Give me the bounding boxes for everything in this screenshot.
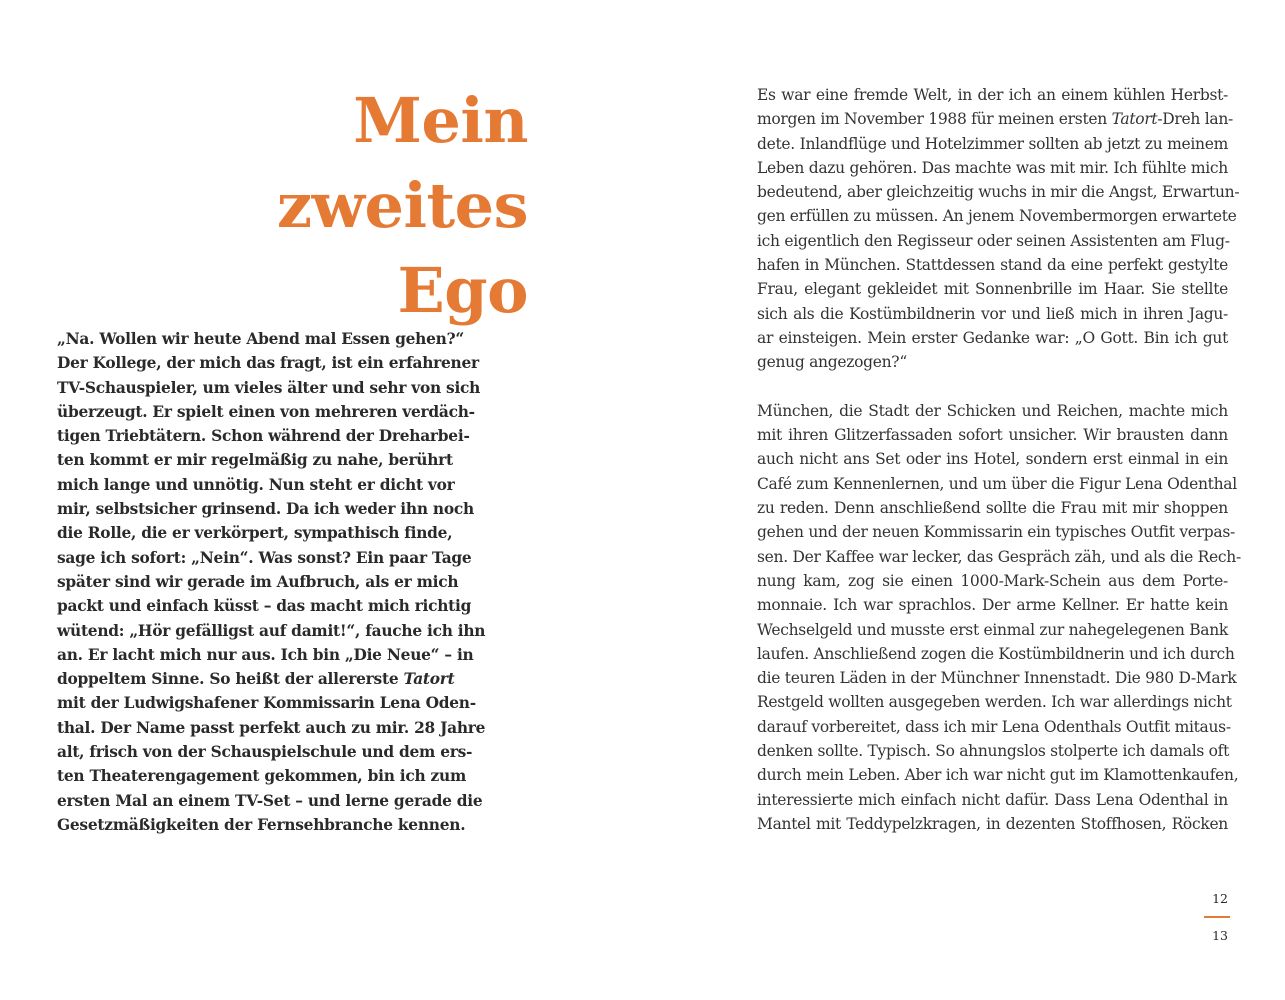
body-line: Café zum Kennenlernen, und um über die Figur Lena Odenthal <box>757 474 1237 493</box>
intro-line: packt und einfach küsst – das macht mich richtig <box>57 597 472 616</box>
intro-line: ten Theaterengagement gekommen, bin ich zum <box>57 767 467 786</box>
intro-line: ten kommt er mir regelmäßig zu nahe, berührt <box>57 451 453 470</box>
body-line: die teuren Läden in der Münchner Innenstadt. Die 980 D-Mark <box>757 669 1237 688</box>
body-line: auch nicht ans Set oder ins Hotel, sondern erst einmal in ein <box>757 450 1228 469</box>
body-line: Es war eine fremde Welt, in der ich an einem kühlen Herbst- <box>757 86 1228 104</box>
body-line: gen erfüllen zu müssen. An jenem Novembermorgen erwartete <box>757 207 1237 226</box>
body-line: zu reden. Denn anschließend sollte die Frau mit mir shoppen <box>757 499 1228 518</box>
intro-line: überzeugt. Er spielt einen von mehreren verdäch- <box>57 402 475 421</box>
body-line: gehen und der neuen Kommissarin ein typisches Outfit verpas- <box>757 523 1235 542</box>
intro-line: sage ich sofort: „Nein“. Was sonst? Ein paar Tage <box>57 548 472 567</box>
body-line: dete. Inlandflüge und Hotelzimmer sollten ab jetzt zu meinem <box>757 134 1228 153</box>
paragraph-1 <box>757 83 1240 375</box>
intro-line: mir, selbstsicher grinsend. Da ich weder ihn noch <box>57 500 474 519</box>
body-line-text: -Dreh lan- <box>1157 110 1233 129</box>
tatort-italic: Tatort <box>1111 110 1158 129</box>
intro-line: später sind wir gerade im Aufbruch, als er mich <box>57 572 459 591</box>
intro-line: TV-Schauspieler, um vieles älter und sehr von sich <box>57 378 481 397</box>
page-number-divider <box>1204 916 1230 918</box>
intro-line: die Rolle, die er verkörpert, sympathisch finde, <box>57 524 453 543</box>
intro-line: mit der Ludwigshafener Kommissarin Lena Oden- <box>57 694 476 713</box>
intro-line-text: doppeltem Sinne. So heißt der allererste <box>57 670 399 689</box>
paragraph-gap <box>757 375 1228 399</box>
page-number-left: 12 <box>1212 891 1228 906</box>
body-line: mit ihren Glitzerfassaden sofort unsicher. Wir brausten dann <box>757 426 1228 445</box>
body-text-column <box>757 83 1241 836</box>
intro-line-with-italic <box>57 667 455 691</box>
title-line-2: zweites <box>276 169 528 242</box>
body-line: Restgeld wollten ausgegeben werden. Ich war allerdings nicht <box>757 693 1232 712</box>
body-line: sich als die Kostümbildnerin vor und ließ mich in ihren Jagu- <box>757 304 1228 323</box>
body-line-with-italic <box>757 107 1233 131</box>
body-line: München, die Stadt der Schicken und Reichen, machte mich <box>757 401 1228 420</box>
tatort-italic: Tatort <box>403 670 455 689</box>
body-line: sen. Der Kaffee war lecker, das Gespräch zäh, und als die Rech- <box>757 547 1241 566</box>
body-line: durch mein Leben. Aber ich war nicht gut im Klamottenkaufen, <box>757 766 1239 785</box>
body-line-text: morgen im November 1988 für meinen ersten <box>757 110 1107 129</box>
paragraph-2 <box>757 399 1241 836</box>
body-line: interessierte mich einfach nicht dafür. Dass Lena Odenthal in <box>757 790 1228 809</box>
page-number-right: 13 <box>1212 928 1228 943</box>
intro-line: wütend: „Hör gefälligst auf damit!“, fauche ich ihn <box>57 621 486 640</box>
body-line: bedeutend, aber gleichzeitig wuchs in mir die Angst, Erwartun- <box>757 183 1240 202</box>
body-line: darauf vorbereitet, dass ich mir Lena Odenthals Outfit mitaus- <box>757 717 1231 736</box>
intro-line: Der Kollege, der mich das fragt, ist ein erfahrener <box>57 354 479 373</box>
intro-line: „Na. Wollen wir heute Abend mal Essen gehen?“ <box>57 330 464 348</box>
intro-line: alt, frisch von der Schauspielschule und dem ers- <box>57 743 473 762</box>
intro-line: Gesetzmäßigkeiten der Fernsehbranche kennen. <box>57 815 466 834</box>
intro-line: tigen Triebtätern. Schon während der Dreharbei- <box>57 427 470 446</box>
body-line: ar einsteigen. Mein erster Gedanke war: „O Gott. Bin ich gut <box>757 328 1228 347</box>
body-line: Frau, elegant gekleidet mit Sonnenbrille im Haar. Sie stellte <box>757 280 1228 299</box>
body-line: laufen. Anschließend zogen die Kostümbildnerin und ich durch <box>757 644 1235 663</box>
body-line: denken sollte. Typisch. So ahnungslos stolperte ich damals oft <box>757 742 1230 761</box>
body-line: genug angezogen?“ <box>757 353 907 372</box>
body-line: Leben dazu gehören. Das machte was mit mir. Ich fühlte mich <box>757 158 1228 177</box>
body-line: Wechselgeld und musste erst einmal zur nahegelegenen Bank <box>757 620 1229 639</box>
intro-paragraph <box>57 327 486 837</box>
chapter-title <box>277 78 528 333</box>
title-line-3: Ego <box>397 254 528 327</box>
body-line: ich eigentlich den Regisseur oder seinen Assistenten am Flug- <box>757 231 1230 250</box>
body-line: hafen in München. Stattdessen stand da eine perfekt gestylte <box>757 256 1228 275</box>
title-line-1: Mein <box>353 84 528 157</box>
body-line: Mantel mit Teddypelzkragen, in dezenten Stoffhosen, Röcken <box>757 814 1228 833</box>
intro-line: ersten Mal an einem TV-Set – und lerne gerade die <box>57 791 483 810</box>
intro-line: thal. Der Name passt perfekt auch zu mir. 28 Jahre <box>57 718 486 737</box>
body-line: monnaie. Ich war sprachlos. Der arme Kellner. Er hatte kein <box>757 596 1228 615</box>
intro-line: mich lange und unnötig. Nun steht er dicht vor <box>57 475 455 494</box>
body-line: nung kam, zog sie einen 1000-Mark-Schein aus dem Porte- <box>757 571 1228 590</box>
intro-line: an. Er lacht mich nur aus. Ich bin „Die Neue“ – in <box>57 645 474 664</box>
